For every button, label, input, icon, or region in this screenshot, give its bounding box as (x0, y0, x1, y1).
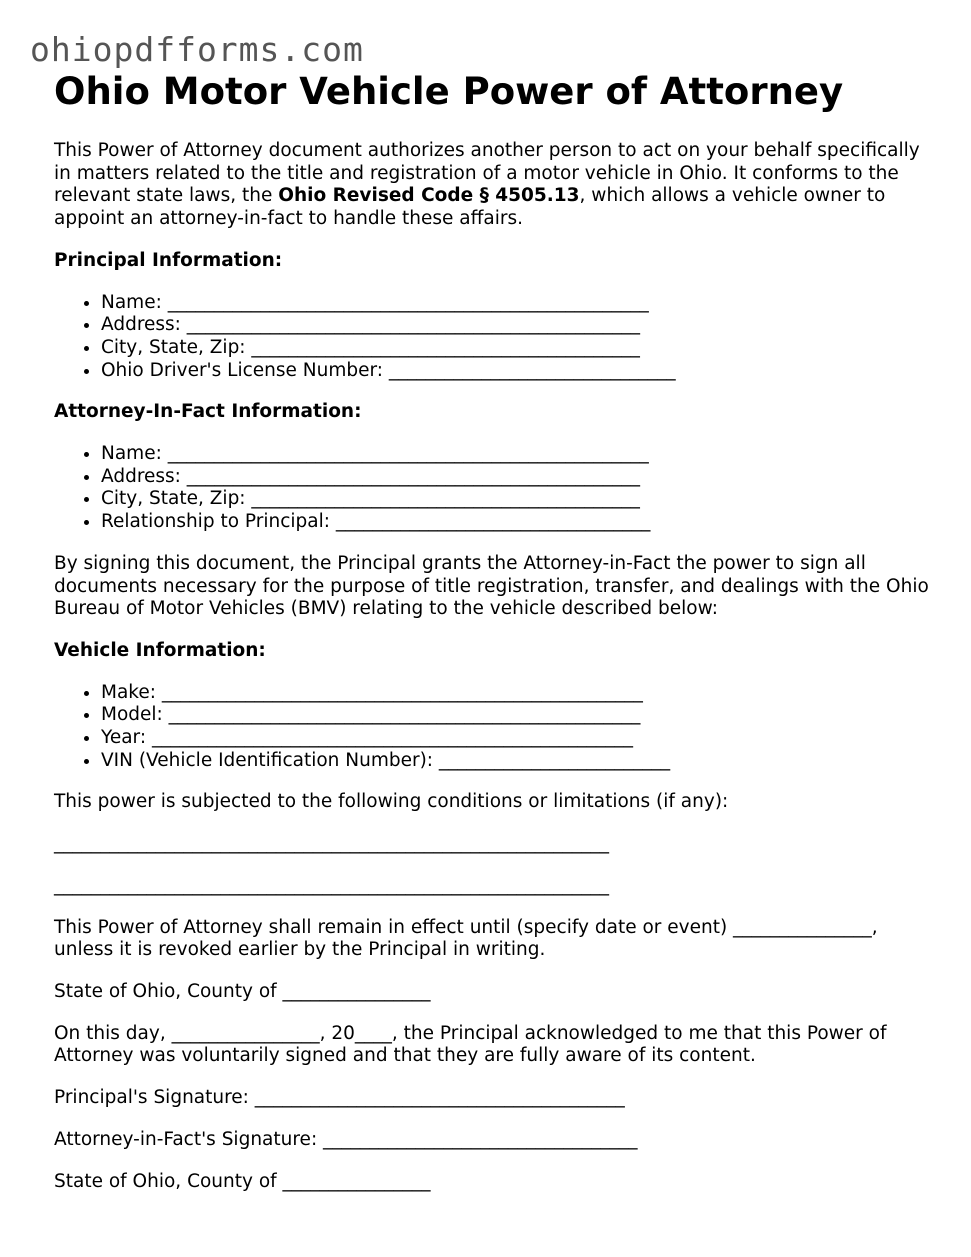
vehicle-heading: Vehicle Information: (54, 639, 266, 661)
intro-text-2: , which allows a vehicle owner to appoint an attorney-in-fact to handle these affairs. (54, 185, 886, 230)
page-title: Ohio Motor Vehicle Power of Attorney (54, 70, 844, 113)
conditions-line-2[interactable]: ____________________________________________________________ (54, 874, 609, 896)
watermark: ohiopdfforms.com (30, 30, 364, 69)
document-body (54, 68, 934, 1193)
vehicle-make-field[interactable]: • Make: ____________________________________________________ (101, 682, 934, 705)
vehicle-year-field[interactable]: • Year: ____________________________________________________ (101, 727, 934, 750)
principal-city-state-zip-field[interactable]: • City, State, Zip: __________________________________________ (101, 337, 934, 360)
vehicle-model-field[interactable]: • Model: ___________________________________________________ (101, 704, 934, 727)
attorney-heading: Attorney-In-Fact Information: (54, 401, 362, 423)
vehicle-vin-field[interactable]: • VIN (Vehicle Identification Number): _________________________ (101, 750, 934, 773)
county-line-1[interactable]: State of Ohio, County of ________________ (54, 980, 431, 1002)
attorney-address-field[interactable]: • Address: _________________________________________________ (101, 466, 934, 489)
grant-paragraph: By signing this document, the Principal grants the Attorney-in-Fact the power to sign all documents necessary for the purpose of title registration, transfer, and dealings with the Ohio Bureau of Motor Vehicles (BMV) relating to the vehicle described below: (54, 552, 929, 620)
principal-name-field[interactable]: • Name: ____________________________________________________ (101, 292, 934, 315)
duration-paragraph[interactable]: This Power of Attorney shall remain in effect until (specify date or event) _______________, unless it is revoked earlier by the Principal in writing. (54, 916, 878, 961)
vehicle-fields (54, 682, 934, 773)
principal-fields (54, 292, 934, 383)
conditions-line-1[interactable]: ____________________________________________________________ (54, 833, 609, 855)
conditions-paragraph: This power is subjected to the following conditions or limitations (if any): (54, 791, 729, 813)
attorney-signature-field[interactable]: Attorney-in-Fact's Signature: __________________________________ (54, 1128, 638, 1150)
principal-signature-field[interactable]: Principal's Signature: ________________________________________ (54, 1087, 625, 1109)
attorney-relationship-field[interactable]: • Relationship to Principal: __________________________________ (101, 511, 934, 534)
principal-heading: Principal Information: (54, 249, 283, 271)
attorney-name-field[interactable]: • Name: ____________________________________________________ (101, 443, 934, 466)
intro-text-1: This Power of Attorney document authorizes another person to act on your behalf specifically in matters related to the title and registration of a motor vehicle in Ohio. It conforms to the relevant state laws, the (54, 140, 920, 207)
acknowledgment-paragraph[interactable]: On this day, ________________, 20____, the Principal acknowledged to me that this Power of Attorney was voluntarily signed and that they are fully aware of its content. (54, 1022, 887, 1067)
attorney-city-state-zip-field[interactable]: • City, State, Zip: __________________________________________ (101, 488, 934, 511)
county-line-2[interactable]: State of Ohio, County of ________________ (54, 1170, 431, 1192)
principal-license-field[interactable]: • Ohio Driver's License Number: _______________________________ (101, 360, 934, 383)
attorney-fields (54, 443, 934, 534)
intro-code-reference: Ohio Revised Code § 4505.13 (278, 185, 580, 207)
intro-paragraph (54, 140, 934, 231)
principal-address-field[interactable]: • Address: _________________________________________________ (101, 314, 934, 337)
